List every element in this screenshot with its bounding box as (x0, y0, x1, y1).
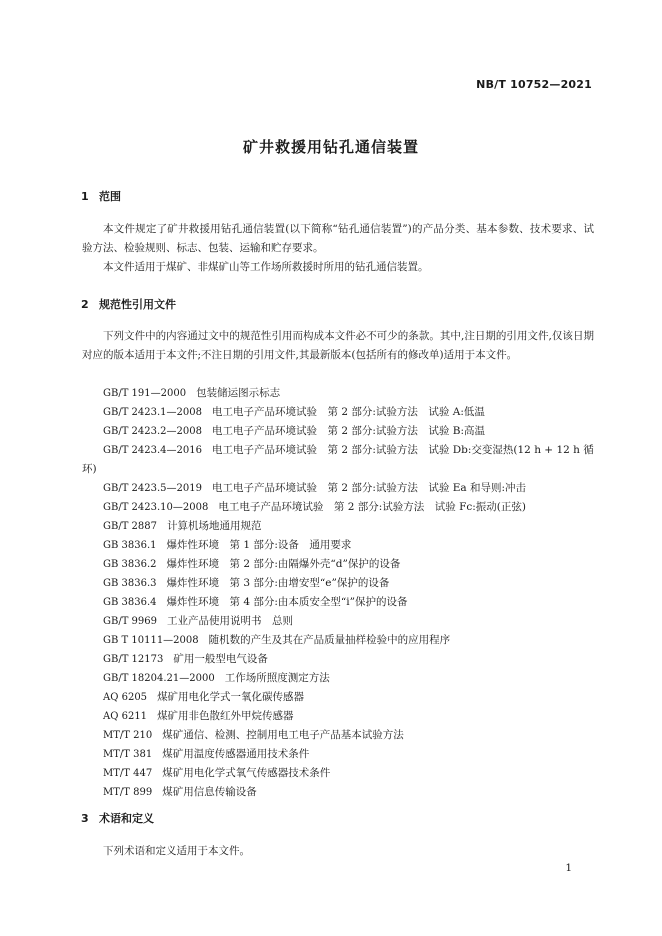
reference-title: 随机数的产生及其在产品质量抽样检验中的应用程序 (208, 634, 451, 646)
scope-paragraph-1: 本文件规定了矿井救援用钻孔通信装置(以下简称“钻孔通信装置”)的产品分类、基本参数、技术要求、试验方法、检验规则、标志、包装、运输和贮存要求。 (82, 223, 594, 254)
section-title: 范围 (99, 190, 121, 203)
reference-title: 煤矿用温度传感器通用技术条件 (162, 748, 310, 760)
reference-code: GB/T 9969 (103, 616, 158, 627)
reference-item (103, 536, 351, 555)
reference-code: GB/T 2423.1—2008 (103, 407, 202, 418)
page-number: 1 (565, 862, 572, 874)
reference-code: GB 3836.1 (103, 540, 157, 551)
reference-title: 煤矿用电化学式一氧化碳传感器 (157, 691, 305, 703)
reference-code: GB 3836.4 (103, 597, 157, 608)
reference-item (103, 650, 268, 669)
normative-intro-paragraph: 下列文件中的内容通过文中的规范性引用而构成本文件必不可少的条款。其中,注日期的引用文件,仅该日期对应的版本适用于本文件;不注日期的引用文件,其最新版本(包括所有的修改单)适用于本文件。 (82, 330, 594, 361)
standard-number: NB/T 10752—2021 (476, 78, 592, 91)
reference-code: GB/T 2423.4—2016 (103, 445, 202, 456)
reference-title: 电工电子产品环境试验 第 2 部分:试验方法 试验 B:高温 (212, 425, 485, 437)
reference-item (103, 764, 330, 783)
reference-item (103, 593, 408, 612)
terms-intro-paragraph: 下列术语和定义适用于本文件。 (103, 845, 250, 857)
reference-title: 包装储运图示标志 (196, 387, 281, 399)
reference-title: 电工电子产品环境试验 第 2 部分:试验方法 试验 Fc:振动(正弦) (218, 501, 526, 513)
reference-title: 矿用一般型电气设备 (173, 653, 268, 665)
reference-title: 爆炸性环境 第 1 部分:设备 通用要求 (166, 539, 352, 551)
section-number: 1 (81, 190, 89, 203)
reference-item (103, 555, 400, 574)
reference-code: MT/T 210 (103, 730, 153, 741)
section-number: 3 (81, 812, 89, 825)
reference-code: MT/T 447 (103, 768, 153, 779)
reference-title: 工业产品使用说明书 总则 (167, 615, 294, 627)
reference-item (103, 498, 526, 517)
reference-code: GB/T 2423.10—2008 (103, 502, 209, 513)
reference-title: 电工电子产品环境试验 第 2 部分:试验方法 试验 A:低温 (212, 406, 485, 418)
reference-item (103, 422, 485, 441)
section-title: 规范性引用文件 (99, 298, 176, 311)
reference-code: GB 3836.2 (103, 559, 157, 570)
reference-title: 工作场所照度测定方法 (224, 672, 330, 684)
reference-title: 爆炸性环境 第 2 部分:由隔爆外壳“d”保护的设备 (166, 558, 401, 570)
section-heading-scope (81, 188, 121, 204)
reference-title: 爆炸性环境 第 3 部分:由增安型“e”保护的设备 (166, 577, 390, 589)
reference-code: GB T 10111—2008 (103, 635, 199, 646)
reference-code: GB/T 191—2000 (103, 388, 187, 399)
reference-item (103, 688, 304, 707)
reference-code: GB/T 18204.21—2000 (103, 673, 215, 684)
reference-title: 煤矿用非色散红外甲烷传感器 (157, 710, 294, 722)
reference-item (103, 403, 485, 422)
reference-item (103, 384, 280, 403)
reference-item (103, 574, 389, 593)
reference-title: 煤矿用信息传输设备 (162, 786, 257, 798)
reference-code: GB 3836.3 (103, 578, 157, 589)
reference-title: 电工电子产品环境试验 第 2 部分:试验方法 试验 Db:交变湿热(12 h + 12 h 循环) (82, 444, 594, 475)
reference-item (103, 783, 257, 802)
reference-item (103, 707, 294, 726)
reference-item (82, 441, 594, 479)
reference-item (103, 726, 404, 745)
reference-item (103, 745, 309, 764)
reference-item (103, 669, 330, 688)
reference-item (103, 517, 262, 536)
section-number: 2 (81, 298, 89, 311)
reference-title: 爆炸性环境 第 4 部分:由本质安全型“i”保护的设备 (166, 596, 408, 608)
reference-code: MT/T 899 (103, 787, 153, 798)
section-heading-terms-definitions (81, 810, 154, 826)
document-title: 矿井救援用钻孔通信装置 (242, 138, 419, 156)
reference-code: GB/T 2887 (103, 521, 158, 532)
reference-code: GB/T 2423.2—2008 (103, 426, 202, 437)
reference-code: AQ 6205 (103, 692, 148, 703)
reference-item (103, 612, 293, 631)
reference-code: GB/T 12173 (103, 654, 164, 665)
reference-title: 电工电子产品环境试验 第 2 部分:试验方法 试验 Ea 和导则:冲击 (212, 482, 527, 494)
reference-code: GB/T 2423.5—2019 (103, 483, 202, 494)
reference-title: 计算机场地通用规范 (167, 520, 262, 532)
reference-title: 煤矿通信、检测、控制用电工电子产品基本试验方法 (162, 729, 404, 741)
reference-code: MT/T 381 (103, 749, 153, 760)
reference-item (103, 631, 450, 650)
scope-paragraph-2: 本文件适用于煤矿、非煤矿山等工作场所救援时所用的钻孔通信装置。 (103, 261, 429, 273)
section-title: 术语和定义 (99, 812, 154, 825)
reference-code: AQ 6211 (103, 711, 148, 722)
reference-title: 煤矿用电化学式氧气传感器技术条件 (162, 767, 331, 779)
section-heading-normative-references (81, 296, 176, 312)
reference-item (103, 479, 526, 498)
